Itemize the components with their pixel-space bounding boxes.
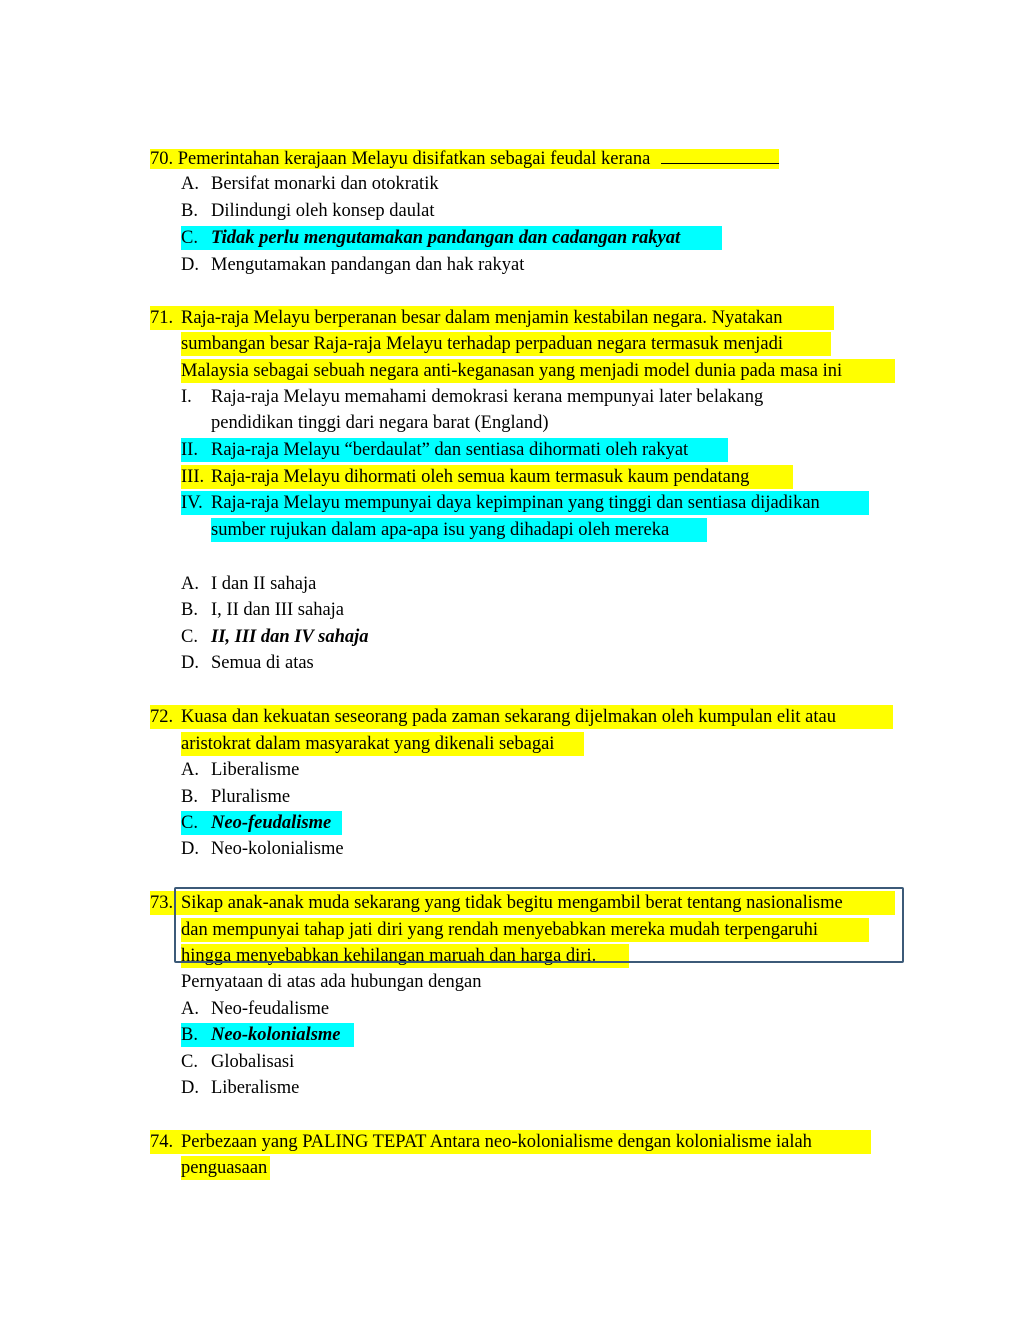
question-70-stem <box>150 146 779 170</box>
selection-box <box>174 887 904 963</box>
question-number: 71. <box>150 308 174 328</box>
question-number: 73. <box>150 893 174 913</box>
question-72-stem-line-1: 72. Kuasa dan kekuatan seseorang pada zaman sekarang dijelmakan oleh kumpulan elit atau <box>150 705 893 729</box>
question-73-statement: Pernyataan di atas ada hubungan dengan <box>181 972 482 992</box>
answer-blank <box>661 146 779 164</box>
question-74-stem-line-2: penguasaan <box>181 1156 270 1180</box>
option-b-answer: B. Neo-kolonialsme <box>181 1023 354 1047</box>
option-c-answer: C. Tidak perlu mengutamakan pandangan dan cadangan rakyat <box>181 226 722 250</box>
option-c-answer: C. Neo-feudalisme <box>181 811 342 835</box>
question-number: 70. <box>150 149 174 169</box>
question-73-stem-line-1: 73. Sikap anak-anak muda sekarang yang tidak begitu mengambil berat tentang nasionalisme <box>150 891 895 915</box>
question-number: 72. <box>150 707 174 727</box>
statement-iv: IV. Raja-raja Melayu mempunyai daya kepimpinan yang tinggi dan sentiasa dijadikan <box>181 491 869 515</box>
document-page: 70. Pemerintahan kerajaan Melayu disifatkan sebagai feudal kerana A. Bersifat monarki dan otokratik B. Dilindungi oleh konsep daulat C. Tidak perlu mengutamakan pandangan dan cadangan rakyat D. Mengutamakan pandangan dan hak rakyat 71. Raja-raja Melayu berperanan besar dalam menjamin kestabilan negara. Nyatakan sumbangan besar Raja-raja Melayu terhadap perpaduan negara termasuk menjadi Malaysia sebagai sebuah negara anti-keganasan yang menjadi model dunia pada masa ini I. Raja-raja Melayu memahami demokrasi kerana mempunyai later belakang pendidikan tinggi dari negara barat (England) II. Raja-raja Melayu “berdaulat” dan sentiasa dihormati oleh rakyat III. Raja-raja Melayu dihormati oleh semua kaum termasuk kaum pendatang IV. Raja-raja Melayu mempunyai daya kepimpinan yang tinggi dan sentiasa dijadikan sumber rujukan dalam apa-apa isu yang dihadapi oleh mereka A. I dan II sahaja B. I, II dan III sahaja C. II, III dan IV sahaja D. Semua di atas 72. Kuasa dan kekuatan seseorang pada zaman sekarang dijelmakan oleh kumpulan elit atau aristokrat dalam masyarakat yang dikenali sebagai A. Liberalisme B. Pluralisme C. Neo-feudalisme D. Neo-kolonialisme 73. Sikap anak-anak muda sekarang yang tidak begitu mengambil berat tentang nasionalisme dan mempunyai tahap jati diri yang rendah menyebabkan mereka mudah terpengaruhi hingga menyebabkan kehilangan maruah dan harga diri. Pernyataan di atas ada hubungan dengan A. Neo-feudalisme B. Neo-kolonialsme C. Globalisasi D. Liberalisme 74. Perbezaan yang PALING TEPAT Antara neo-kolonialisme dengan kolonialisme ialah penguasaan <box>0 0 1024 1326</box>
question-73-stem-line-3: hingga menyebabkan kehilangan maruah dan harga diri. <box>181 944 629 968</box>
question-text: Pemerintahan kerajaan Melayu disifatkan sebagai feudal kerana <box>177 149 651 169</box>
question-74-stem-line-1: 74. Perbezaan yang PALING TEPAT Antara neo-kolonialisme dengan kolonialisme ialah <box>150 1130 871 1154</box>
question-71-stem-line-1: 71. Raja-raja Melayu berperanan besar dalam menjamin kestabilan negara. Nyatakan <box>150 306 834 330</box>
question-73-stem-line-2: dan mempunyai tahap jati diri yang rendah menyebabkan mereka mudah terpengaruhi <box>181 918 869 942</box>
statement-ii: II. Raja-raja Melayu “berdaulat” dan sentiasa dihormati oleh rakyat <box>181 438 728 462</box>
question-number: 74. <box>150 1132 174 1152</box>
question-71-stem-line-3: Malaysia sebagai sebuah negara anti-keganasan yang menjadi model dunia pada masa ini <box>181 359 895 383</box>
statement-iv-line-2: sumber rujukan dalam apa-apa isu yang dihadapi oleh mereka <box>211 518 707 542</box>
statement-iii: III. Raja-raja Melayu dihormati oleh semua kaum termasuk kaum pendatang <box>181 465 793 489</box>
statement-i-line-2: pendidikan tinggi dari negara barat (England) <box>211 413 549 433</box>
question-71-stem-line-2: sumbangan besar Raja-raja Melayu terhadap perpaduan negara termasuk menjadi <box>181 332 831 356</box>
question-72-stem-line-2: aristokrat dalam masyarakat yang dikenali sebagai <box>181 732 584 756</box>
